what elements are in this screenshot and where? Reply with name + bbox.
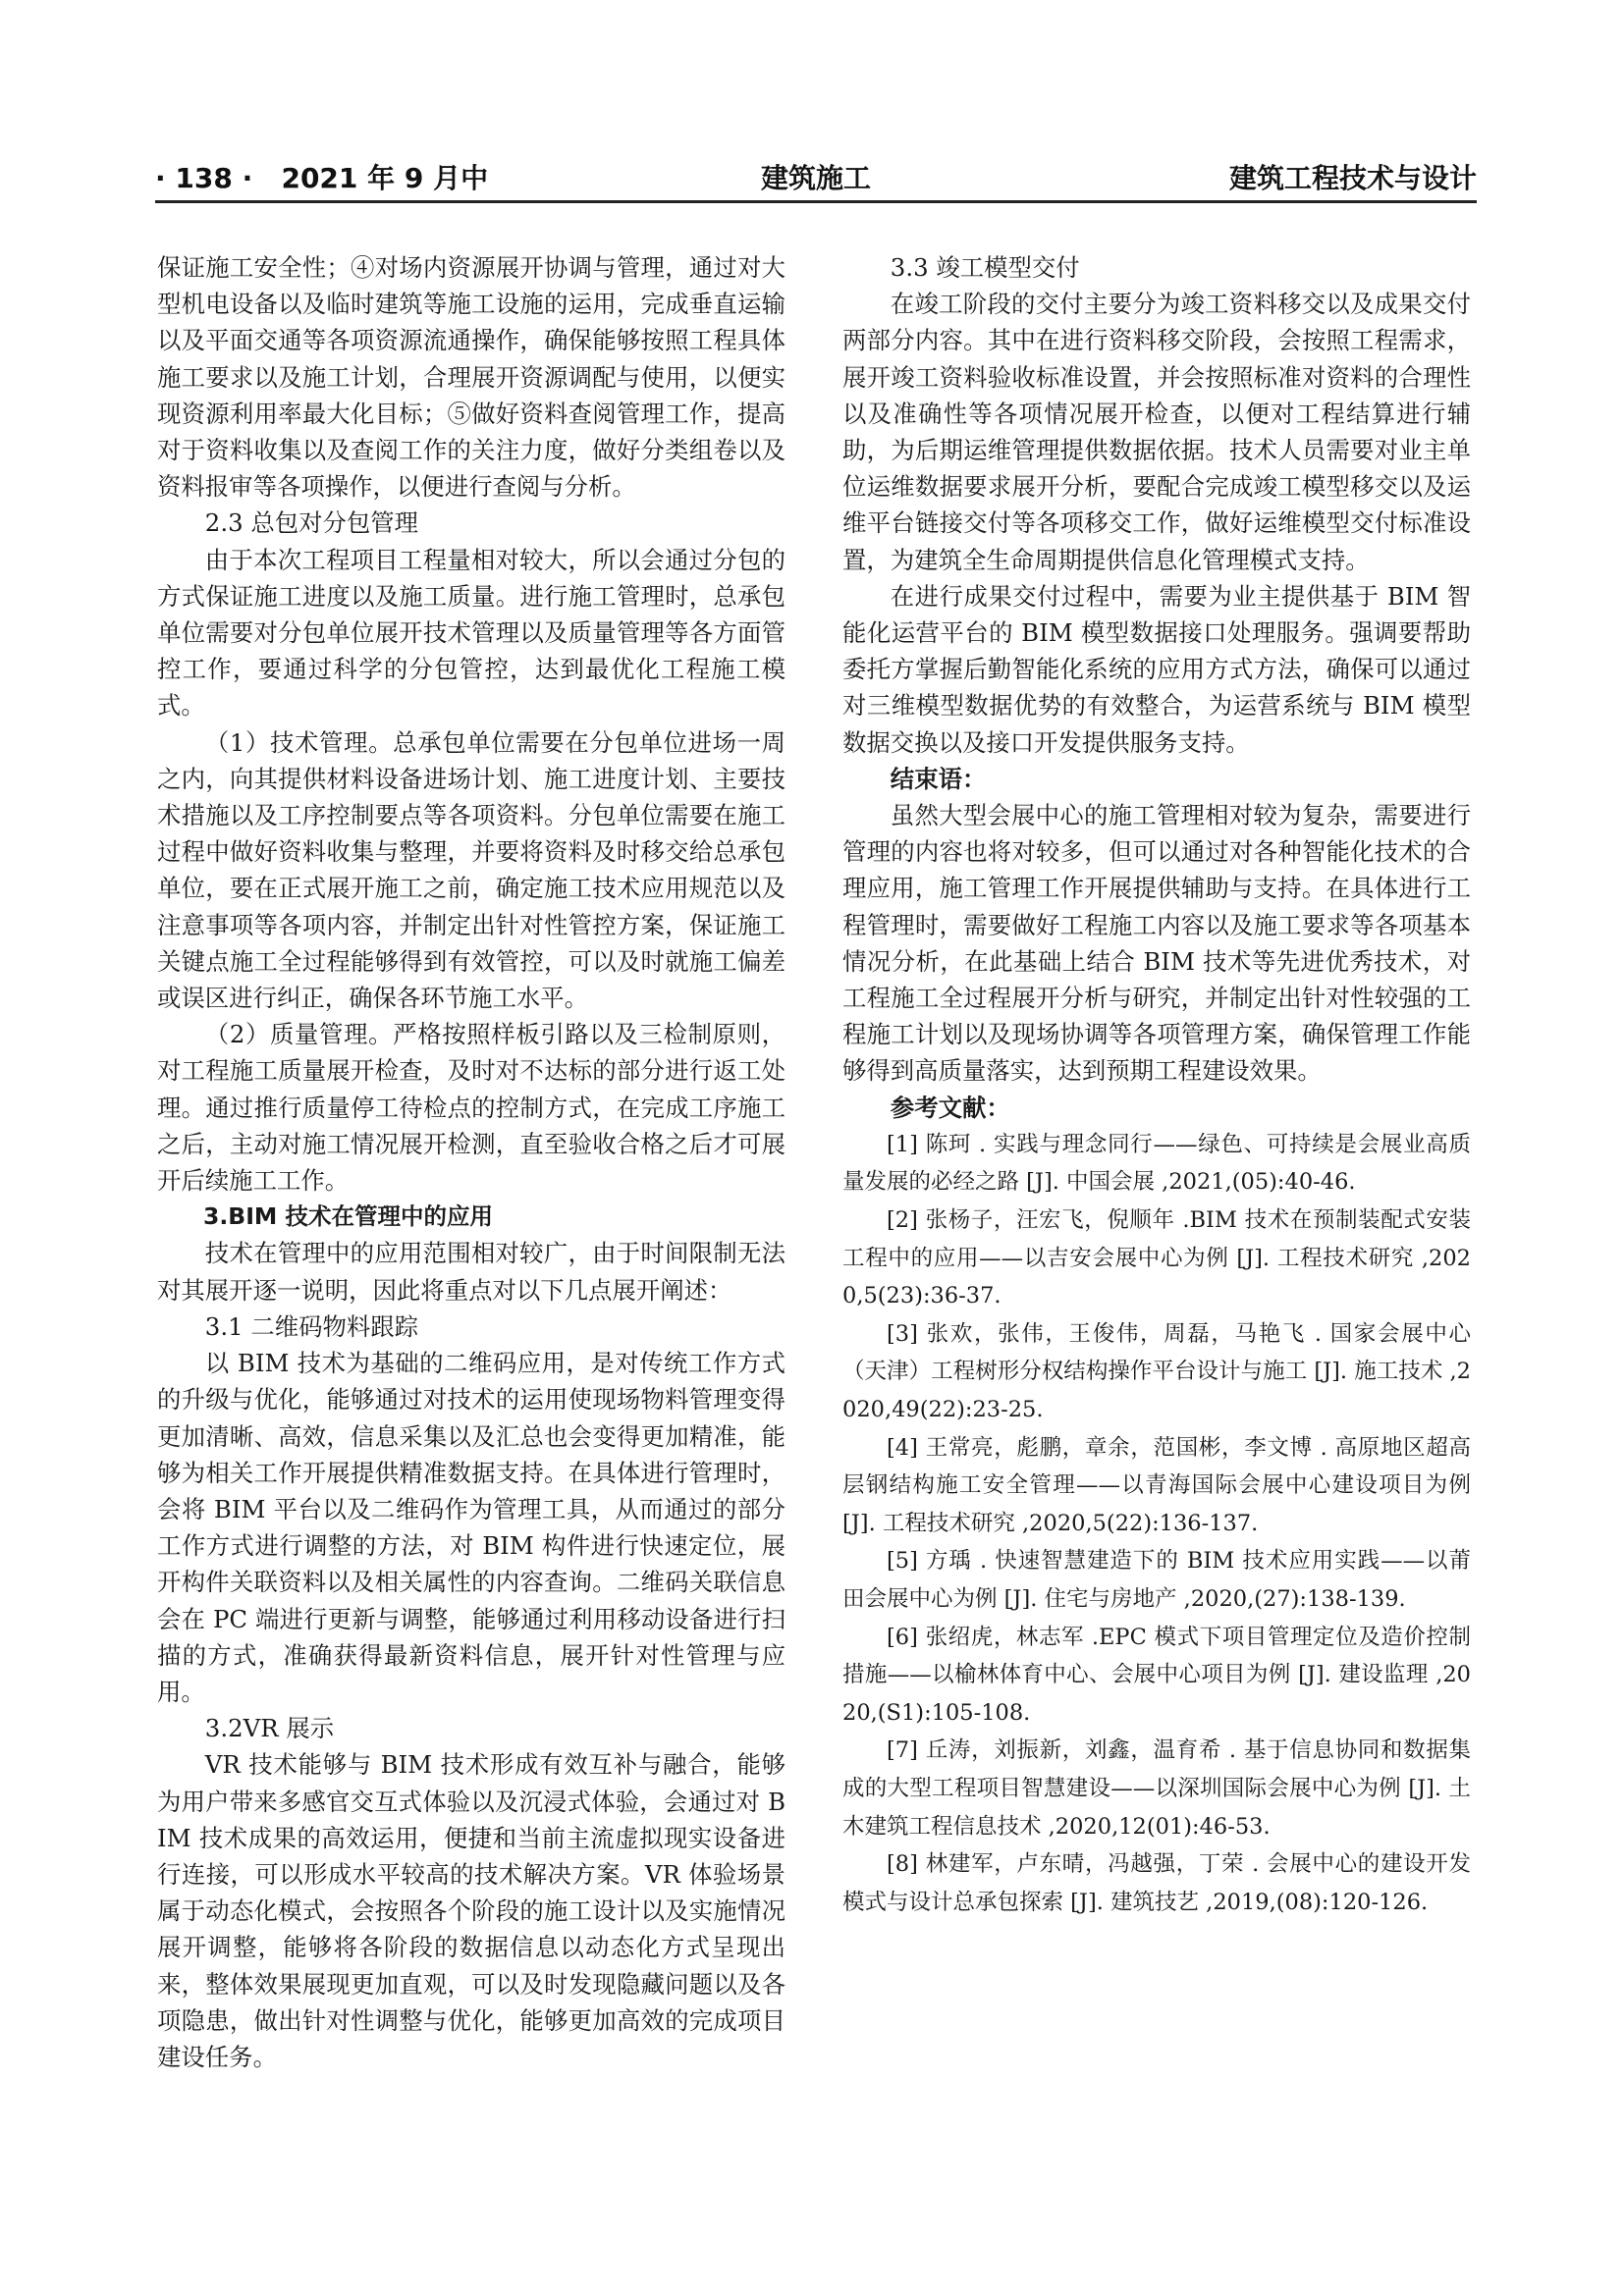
paragraph-technical-management: （1）技术管理。总承包单位需要在分包单位进场一周之内，向其提供材料设备进场计划、施工进度计划、主要技术措施以及工序控制要点等各项资料。分包单位需要在施工过程中做好资料收集与整理，并要将资料及时移交给总承包单位，要在正式展开施工之前，确定施工技术应用规范以及注意事项等各项内容，并制定出针对性管控方案，保证施工关键点施工全过程能够得到有效管控，可以及时就施工偏差或误区进行纠正，确保各环节施工水平。 xyxy=(157,727,785,1013)
paragraph-quality-management: （2）质量管理。严格按照样板引路以及三检制原则，对工程施工质量展开检查，及时对不达标的部分进行返工处理。通过推行质量停工待检点的控制方式，在完成工序施工之后，主动对施工情况展开检测，直至验收合格之后才可展开后续施工工作。 xyxy=(157,1020,785,1196)
paragraph: 技术在管理中的应用范围相对较广，由于时间限制无法对其展开逐一说明，因此将重点对以下几点展开阐述： xyxy=(157,1239,785,1305)
subsection-heading-3-2: 3.2VR 展示 xyxy=(204,1714,335,1743)
paragraph: VR 技术能够与 BIM 技术形成有效互补与融合，能够为用户带来多感官交互式体验以及沉浸式体验，会通过对 BIM 技术成果的高效运用，便捷和当前主流虚拟现实设备进行连接，可以形成水平较高的技术解决方案。VR 体验场景属于动态化模式，会按照各个阶段的施工设计以及实施情况展开调整，能够将各阶段的数据信息以动态化方式呈现出来，整体效果展现更加直观，可以及时发现隐藏问题以及各项隐患，做出针对性调整与优化，能够更加高效的完成项目建设任务。 xyxy=(157,1750,785,2071)
page-number: · 138 · xyxy=(155,162,253,194)
paragraph: 保证施工安全性；④对场内资源展开协调与管理，通过对大型机电设备以及临时建筑等施工设施的运用，完成垂直运输以及平面交通等各项资源流通操作，确保能够按照工程具体施工要求以及施工计划，合理展开资源调配与使用，以便实现资源利用率最大化目标；⑤做好资料查阅管理工作，提高对于资料收集以及查阅工作的关注力度，做好分类组卷以及资料报审等各项操作，以便进行查阅与分析。 xyxy=(157,253,785,502)
subsection-heading-3-3: 3.3 竣工模型交付 xyxy=(890,253,1080,282)
issue-date: 2021 年 9 月中 xyxy=(281,162,489,194)
paragraph: 由于本次工程项目工程量相对较大，所以会通过分包的方式保证施工进度以及施工质量。进行施工管理时，总承包单位需要对分包单位展开技术管理以及质量管理等各方面管控工作，要通过科学的分包管控，达到最优化工程施工模式。 xyxy=(157,545,785,721)
paragraph: 在竣工阶段的交付主要分为竣工资料移交以及成果交付两部分内容。其中在进行资料移交阶段，会按照工程需求，展开竣工资料验收标准设置，并会按照标准对资料的合理性以及准确性等各项情况展开检查，以便对工程结算进行辅助，为后期运维管理提供数据依据。技术人员需要对业主单位运维数据要求展开分析，要配合完成竣工模型移交以及运维平台链接交付等各项移交工作，做好运维模型交付标准设置，为建筑全生命周期提供信息化管理模式支持。 xyxy=(842,290,1471,574)
paragraph: 以 BIM 技术为基础的二维码应用，是对传统工作方式的升级与优化，能够通过对技术的运用使现场物料管理变得更加清晰、高效，信息采集以及汇总也会变得更加精准，能够为相关工作开展提供精准数据支持。在具体进行管理时，会将 BIM 平台以及二维码作为管理工具，从而通过的部分工作方式进行调整的方法，对 BIM 构件进行快速定位，展开构件关联资料以及相关属性的内容查询。二维码关联信息会在 PC 端进行更新与调整，能够通过利用移动设备进行扫描的方式，准确获得最新资料信息，展开针对性管理与应用。 xyxy=(157,1349,785,1706)
reference-item: [2] 张杨子，汪宏飞，倪顺年 .BIM 技术在预制装配式安装工程中的应用——以吉安会展中心为例 [J]. 工程技术研究 ,2020,5(23):36-37. xyxy=(842,1207,1471,1309)
header-rule xyxy=(155,200,1477,203)
paragraph: 在进行成果交付过程中，需要为业主提供基于 BIM 智能化运营平台的 BIM 模型数据接口处理服务。强调要帮助委托方掌握后勤智能化系统的应用方式方法，确保可以通过对三维模型数据优势的有效整合，为运营系统与 BIM 模型数据交换以及接口开发提供服务支持。 xyxy=(842,581,1471,757)
references-heading: 参考文献： xyxy=(890,1093,1010,1122)
reference-item: [5] 方瑀 . 快速智慧建造下的 BIM 技术应用实践——以莆田会展中心为例 [J]. 住宅与房地产 ,2020,(27):138-139. xyxy=(842,1548,1471,1612)
reference-item: [7] 丘涛，刘振新，刘鑫，温育希 . 基于信息协同和数据集成的大型工程项目智慧建设——以深圳国际会展中心为例 [J]. 土木建筑工程信息技术 ,2020,12(01):46-53. xyxy=(842,1737,1471,1840)
reference-item: [8] 林建军，卢东晴，冯越强，丁荣 . 会展中心的建设开发模式与设计总承包探索 [J]. 建筑技艺 ,2019,(08):120-126. xyxy=(842,1851,1471,1915)
subsection-heading-2-3: 2.3 总包对分包管理 xyxy=(204,508,419,538)
journal-name: 建筑施工 xyxy=(760,162,871,194)
page-header xyxy=(155,147,1477,202)
reference-item: [1] 陈珂 . 实践与理念同行——绿色、可持续是会展业高质量发展的必经之路 [J]. 中国会展 ,2021,(05):40-46. xyxy=(842,1131,1471,1196)
left-column xyxy=(157,249,785,2075)
section-name: 建筑工程技术与设计 xyxy=(1228,162,1477,194)
section-heading-3: 3.BIM 技术在管理中的应用 xyxy=(203,1202,494,1231)
subsection-heading-3-1: 3.1 二维码物料跟踪 xyxy=(204,1311,419,1341)
reference-list xyxy=(842,1126,1471,1921)
reference-item: [6] 张绍虎，林志军 .EPC 模式下项目管理定位及造价控制措施——以榆林体育中心、会展中心项目为例 [J]. 建设监理 ,2020,(S1):105-108. xyxy=(842,1624,1471,1726)
right-column xyxy=(842,249,1471,1921)
conclusion-heading: 结束语： xyxy=(890,764,987,793)
paragraph-conclusion: 虽然大型会展中心的施工管理相对较为复杂，需要进行管理的内容也将对较多，但可以通过对各种智能化技术的合理应用，施工管理工作开展提供辅助与支持。在具体进行工程管理时，需要做好工程施工内容以及施工要求等各项基本情况分析，在此基础上结合 BIM 技术等先进优秀技术，对工程施工全过程展开分析与研究，并制定出针对性较强的工程施工计划以及现场协调等各项管理方案，确保管理工作能够得到高质量落实，达到预期工程建设效果。 xyxy=(842,801,1471,1086)
reference-item: [3] 张欢，张伟，王俊伟，周磊，马艳飞 . 国家会展中心（天津）工程树形分权结构操作平台设计与施工 [J]. 施工技术 ,2020,49(22):23-25. xyxy=(842,1320,1471,1423)
reference-item: [4] 王常亮，彪鹏，章余，范国彬，李文博 . 高原地区超高层钢结构施工安全管理——以青海国际会展中心建设项目为例 [J]. 工程技术研究 ,2020,5(22):136-137. xyxy=(842,1434,1471,1536)
